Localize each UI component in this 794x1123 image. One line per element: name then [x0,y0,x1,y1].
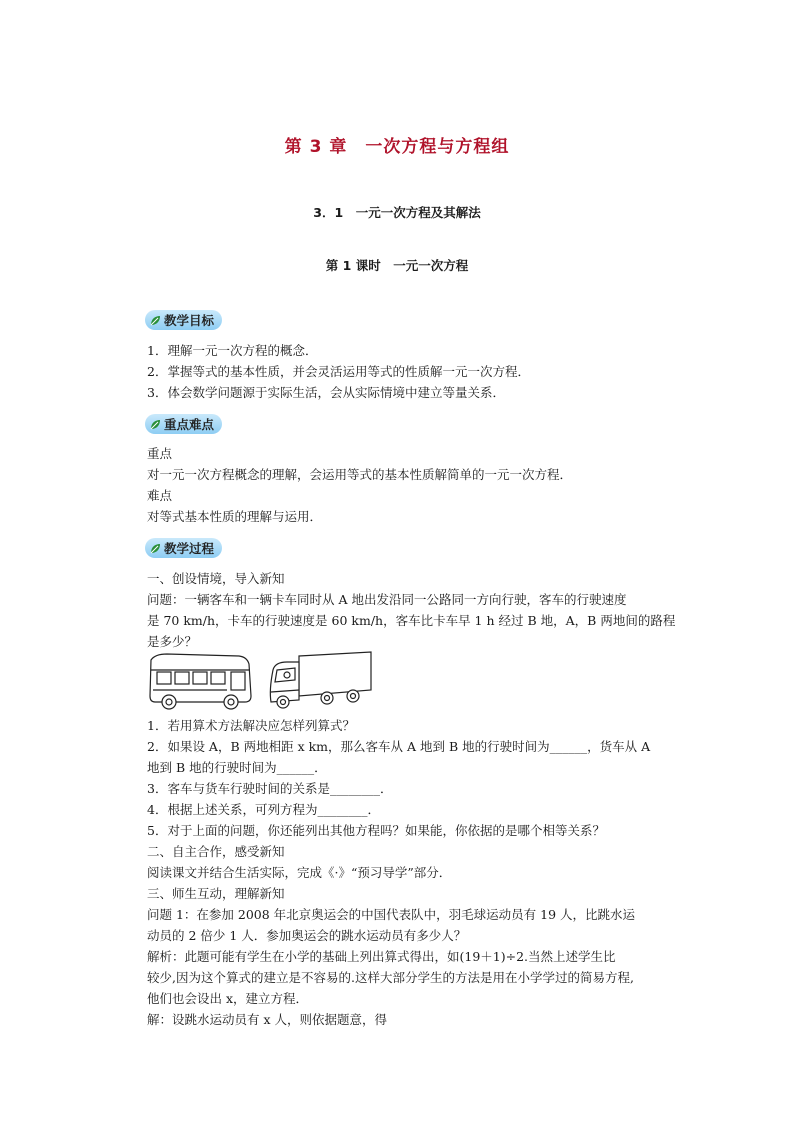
key-text: 对一元一次方程概念的理解，会运用等式的基本性质解简单的一元一次方程． [147,467,573,482]
goal-item: 3．体会数学问题源于实际生活，会从实际情境中建立等量关系． [147,385,505,400]
question-item: 地到 B 地的行驶时间为______． [147,760,327,775]
leaf-icon [149,314,162,327]
key-label: 重点 [147,446,173,461]
question-item: 2．如果设 A，B 两地相距 x km，那么客车从 A 地到 B 地的行驶时间为______，货车从 A [147,739,651,754]
goal-item: 2．掌握等式的基本性质，并会灵活运用等式的性质解一元一次方程． [147,364,530,379]
problem2-text: 问题 1：在参加 2008 年北京奥运会的中国代表队中，羽毛球运动员有 19 人，比跳水运 [147,907,636,922]
problem-text: 问题：一辆客车和一辆卡车同时从 A 地出发沿同一公路同一方向行驶，客车的行驶速度 [147,592,627,607]
solution-text: 解：设跳水运动员有 x 人，则依据题意，得 [147,1012,387,1027]
part2-heading: 二、自主合作，感受新知 [147,844,285,859]
problem-text: 是 70 km/h，卡车的行驶速度是 60 km/h，客车比卡车早 1 h 经过 B 地，A，B 两地间的路程 [147,613,676,628]
question-item: 5．对于上面的问题，你还能列出其他方程吗？如果能，你依据的是哪个相等关系？ [147,823,605,838]
difficulty-label: 难点 [147,488,173,503]
problem2-text: 动员的 2 倍少 1 人．参加奥运会的跳水运动员有多少人？ [147,928,467,943]
bus-illustration [150,654,251,709]
leaf-icon [149,542,162,555]
goals-badge [145,310,222,330]
goals-badge-label: 教学目标 [164,313,215,328]
section-title: 3．1 一元一次方程及其解法 [313,205,481,220]
chapter-title: 第 3 章 一次方程与方程组 [284,137,510,157]
goal-item: 1．理解一元一次方程的概念． [147,343,318,358]
part1-heading: 一、创设情境，导入新知 [147,571,285,586]
analysis-text: 较少,因为这个算式的建立是不容易的.这样大部分学生的方法是用在小学学过的简易方程, [147,970,634,985]
part2-text: 阅读课文并结合生活实际，完成《·》“预习导学”部分． [147,865,452,880]
question-item: 3．客车与货车行驶时间的关系是________． [147,781,393,796]
key-points-badge [145,414,222,434]
analysis-text: 他们也会设出 x，建立方程． [147,991,309,1006]
truck-illustration [270,652,371,708]
process-badge-label: 教学过程 [164,541,215,556]
question-item: 1．若用算术方法解决应怎样列算式？ [147,718,355,733]
key-points-badge-label: 重点难点 [164,417,215,432]
difficulty-text: 对等式基本性质的理解与运用． [147,509,323,524]
part3-heading: 三、师生互动，理解新知 [147,886,285,901]
question-item: 4．根据上述关系，可列方程为________． [147,802,380,817]
analysis-text: 解析：此题可能有学生在小学的基础上列出算式得出，如(19＋1)÷2.当然上述学生比 [147,949,616,964]
vehicles-illustration [147,650,373,712]
problem-text: 是多少？ [147,634,198,649]
leaf-icon [149,418,162,431]
lesson-title: 第 1 课时 一元一次方程 [325,258,469,273]
process-badge [145,538,222,558]
